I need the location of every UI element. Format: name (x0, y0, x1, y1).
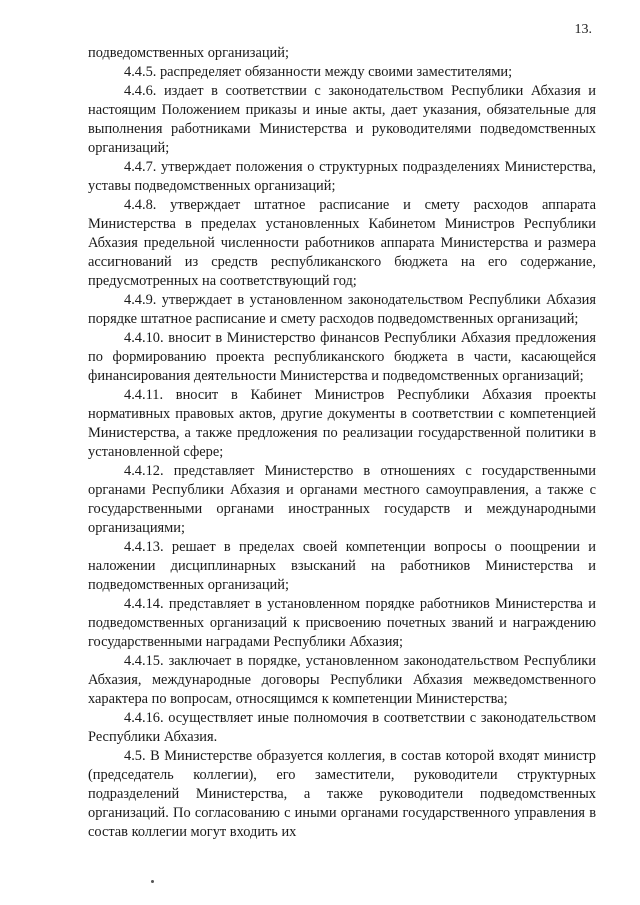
document-body (88, 44, 596, 842)
paragraph-4-4-8: 4.4.8. утверждает штатное расписание и смету расходов аппарата Министерства в пределах установленных Кабинетом Министров Республики Абхазия предельной численности работников аппарата Министерства и размера ассигнований из средств республиканского бюджета на его содержание, предусмотренных на соответствующий год; (88, 197, 596, 289)
paragraph-continuation: подведомственных организаций; (88, 45, 289, 61)
paragraph-4-4-14: 4.4.14. представляет в установленном порядке работников Министерства и подведомственных организаций к присвоению почетных званий и награждению государственными наградами Республики Абхазия; (88, 596, 596, 650)
page-number: 13. (574, 22, 592, 37)
paragraph-4-4-5: 4.4.5. распределяет обязанности между своими заместителями; (124, 64, 513, 80)
paragraph-4-4-9: 4.4.9. утверждает в установленном законодательством Республики Абхазия порядке штатное расписание и смету расходов подведомственных организаций; (88, 292, 596, 327)
scan-dot (151, 880, 154, 883)
paragraph-4-4-7: 4.4.7. утверждает положения о структурных подразделениях Министерства, уставы подведомственных организаций; (88, 159, 596, 194)
paragraph-4-4-15: 4.4.15. заключает в порядке, установленном законодательством Республики Абхазия, международные договоры Республики Абхазия межведомственного характера по вопросам, относящимся к компетенции Министерства; (88, 653, 596, 707)
paragraph-4-4-6: 4.4.6. издает в соответствии с законодательством Республики Абхазия и настоящим Положением приказы и иные акты, дает указания, обязательные для выполнения работниками Министерства и руководителями подведомственных организаций; (88, 83, 596, 156)
paragraph-4-4-10: 4.4.10. вносит в Министерство финансов Республики Абхазия предложения по формированию проекта республиканского бюджета в части, касающейся финансирования деятельности Министерства и подведомственных организаций; (88, 330, 596, 384)
paragraph-4-4-16: 4.4.16. осуществляет иные полномочия в соответствии с законодательством Республики Абхазия. (88, 710, 596, 745)
paragraph-4-4-11: 4.4.11. вносит в Кабинет Министров Республики Абхазия проекты нормативных правовых актов, другие документы в соответствии с компетенцией Министерства, а также предложения по реализации государственной политики в установленной сфере; (88, 387, 596, 460)
paragraph-4-5: 4.5. В Министерстве образуется коллегия, в состав которой входят министр (председатель коллегии), его заместители, руководители структурных подразделений Министерства, а также руководители подведомственных организаций. По согласованию с иными органами государственного управления в состав коллегии могут входить их (88, 748, 596, 840)
paragraph-4-4-13: 4.4.13. решает в пределах своей компетенции вопросы о поощрении и наложении дисциплинарных взысканий на работников Министерства и подведомственных организаций; (88, 539, 596, 593)
paragraph-4-4-12: 4.4.12. представляет Министерство в отношениях с государственными органами Республики Абхазия и органами местного самоуправления, а также с государственными органами иностранных государств и международными организациями; (88, 463, 596, 536)
